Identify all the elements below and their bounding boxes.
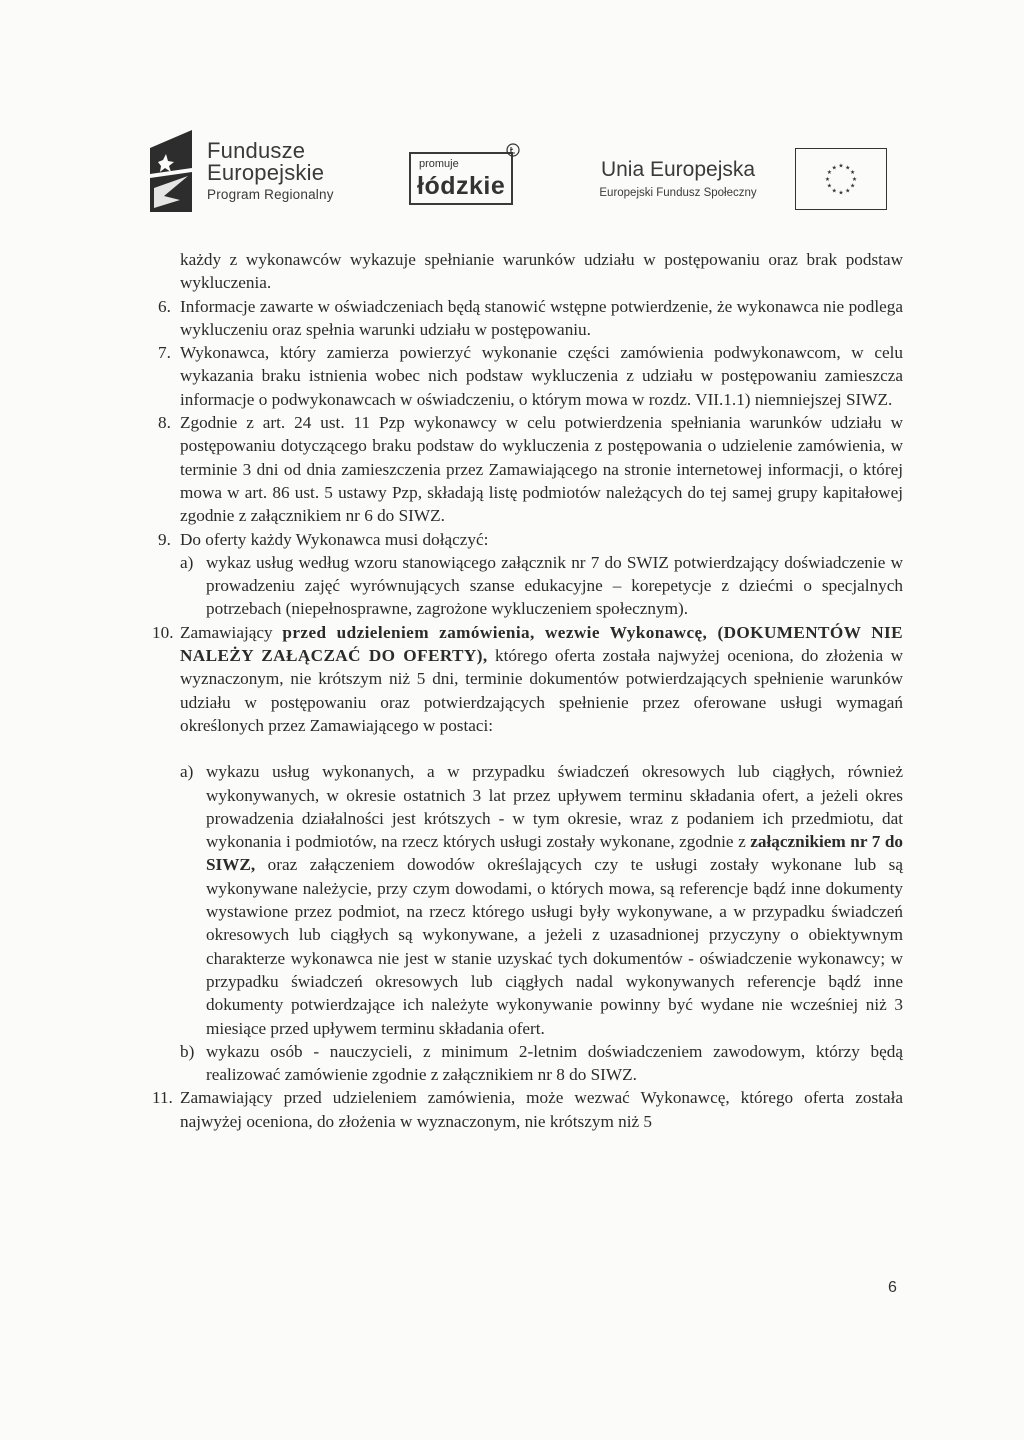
lodzkie-logo <box>409 152 513 205</box>
list-item-6 <box>158 295 903 342</box>
item-text-bold: przed udzieleniem zamówienia, wezwie Wykonawcę, (DOKUMENTÓW NIE NALEŻY ZAŁĄCZAĆ DO OFERTY), <box>180 622 903 666</box>
sub-item-10b <box>158 1040 903 1087</box>
sub-item-10a <box>158 760 903 1040</box>
svg-text:★: ★ <box>838 163 844 170</box>
list-item-11 <box>152 1086 903 1133</box>
fundusze-europejskie-logo-text <box>207 140 334 204</box>
list-item-7 <box>158 341 903 411</box>
sub-item-label: a) <box>180 762 194 782</box>
eu-flag-icon <box>795 148 887 210</box>
svg-text:★: ★ <box>851 176 858 183</box>
sub-item-9a <box>158 551 903 621</box>
sub-item-label: b) <box>180 1041 195 1061</box>
fe-logo-line2: Europejskie <box>207 160 325 185</box>
list-item-10 <box>152 621 903 737</box>
item-text: Do oferty każdy Wykonawca musi dołączyć: <box>180 529 489 549</box>
list-item-9 <box>158 528 903 551</box>
svg-text:★: ★ <box>826 170 832 177</box>
svg-text:★: ★ <box>826 183 832 190</box>
svg-text:★: ★ <box>845 188 851 195</box>
item-text: Wykonawca, który zamierza powierzyć wykonanie części zamówienia podwykonawcom, w celu wykazania braku istnienia wobec nich podstaw wykluczenia z udziału w postępowaniu zamieszcza informacje o podwykonawcach w oświadczeniu, o którym mowa w rozdz. VII.1.1) niemniejszej SIWZ. <box>180 343 903 409</box>
item-number: 7. <box>158 343 171 363</box>
item-number: 6. <box>158 296 171 316</box>
svg-text:★: ★ <box>831 188 837 195</box>
item-text-part2: którego oferta została najwyżej oceniona, do złożenia w wyznaczonym, nie krótszym niż 5 dni, terminie dokumentów potwierdzających spełnienie warunków udziału w postępowaniu oraz potwierdzających spełnienie przez oferowane usługi wymagań określonych przez Zamawiającego w postaci: <box>180 646 903 735</box>
svg-text:★: ★ <box>824 176 831 183</box>
item-number: 11. <box>152 1088 173 1108</box>
fe-logo-line1: Fundusze <box>207 138 306 163</box>
page-number: 6 <box>888 1279 897 1296</box>
sub-item-text-part1: wykazu usług wykonanych, a w przypadku świadczeń okresowych lub ciągłych, również wykonywanych, w okresie ostatnich 3 lat przez upływem terminu składania ofert, a jeżeli okres prowadzenia działalności jest krótszych - w tym okresie, wraz z podaniem ich przedmiotu, dat wykonania i podmiotów, na rzecz których usługi zostały wykonane, zgodnie z <box>206 762 903 852</box>
sub-item-text-part2: oraz załączeniem dowodów określających czy te usługi zostały wykonane lub są wykonywane należycie, przy czym dowodami, o których mowa, są referencje bądź inne dokumenty wystawione przez podmiot, na rzecz którego usługi były wykonywane, a w przypadku świadczeń okresowych lub ciągłych są wykonywane, a jeżeli z uzasadnionej przyczyny o obiektywnym charakterze wykonawca nie jest w stanie uzyskać tych dokumentów - oświadczenie wykonawcy; w przypadku świadczeń okresowych lub ciągłych nadal wykonywanych referencje bądź inne dokumenty potwierdzające ich należyte wykonywanie powinny być wydane nie wcześniej niż 3 miesiące przed upływem terminu składania ofert. <box>206 855 903 1038</box>
item-text: Zamawiający przed udzieleniem zamówienia, może wezwać Wykonawcę, którego oferta została najwyżej oceniona, do złożenia w wyznaczonym, nie krótszym niż 5 <box>180 1088 903 1131</box>
spacer <box>158 737 903 760</box>
list-item-8 <box>158 411 903 527</box>
svg-text:★: ★ <box>831 165 837 172</box>
item-text: Informacje zawarte w oświadczeniach będą stanowić wstępne potwierdzenie, że wykonawca nie podlega wykluczeniu oraz spełnia warunki udziału w postępowaniu. <box>180 296 903 339</box>
lodzkie-logo-big: łódzkie <box>417 172 506 200</box>
lodzkie-circle-icon <box>506 143 520 157</box>
item-number: 9. <box>158 529 171 549</box>
item-number: 8. <box>158 413 171 433</box>
document-body <box>152 248 903 1133</box>
sub-item-text: wykazu osób - nauczycieli, z minimum 2-letnim doświadczeniem zawodowym, którzy będą realizować zamówienie zgodnie z załącznikiem nr 8 do SIWZ. <box>206 1041 903 1085</box>
intro-paragraph: każdy z wykonawców wykazuje spełnianie warunków udziału w postępowaniu oraz brak podstaw wykluczenia. <box>180 250 903 293</box>
ue-logo-subtitle: Europejski Fundusz Społeczny <box>599 187 757 199</box>
svg-text:★: ★ <box>850 183 856 190</box>
fe-logo-line3: Program Regionalny <box>207 187 334 202</box>
unia-europejska-logo-text <box>578 158 778 201</box>
sub-item-text-bold: załącznikiem nr 7 do SIWZ, <box>206 832 903 875</box>
svg-text:★: ★ <box>850 170 856 177</box>
sub-item-text: wykaz usług według wzoru stanowiącego załącznik nr 7 do SWIZ potwierdzający doświadczenie w prowadzeniu zajęć wyrównujących szanse edukacyjne – korepetycje z dziećmi o specjalnych potrzebach (niepełnosprawne, zagrożone wykluczeniem społecznym). <box>206 552 903 619</box>
lodzkie-logo-small: promuje <box>419 158 459 170</box>
sub-item-label: a) <box>180 552 194 572</box>
svg-text:★: ★ <box>845 165 851 172</box>
fundusze-europejskie-logo-icon <box>150 130 192 212</box>
item-text: Zgodnie z art. 24 ust. 11 Pzp wykonawcy w celu potwierdzenia spełniania warunków udziału w postępowaniu dotyczącego braku podstaw do wykluczenia z postępowania o udzielenie zamówienia, w terminie 3 dni od dnia zamieszczenia przez Zamawiającego na stronie internetowej informacji, o której mowa w art. 86 ust. 5 ustawy Pzp, składają listę podmiotów należących do tej samej grupy kapitałowej zgodnie z załącznikiem nr 6 do SIWZ. <box>180 413 903 526</box>
item-text-part1: Zamawiający <box>180 622 283 642</box>
ue-logo-title: Unia Europejska <box>600 158 756 181</box>
item-number: 10. <box>152 622 174 642</box>
svg-text:★: ★ <box>838 190 844 197</box>
page-header <box>0 0 1024 240</box>
